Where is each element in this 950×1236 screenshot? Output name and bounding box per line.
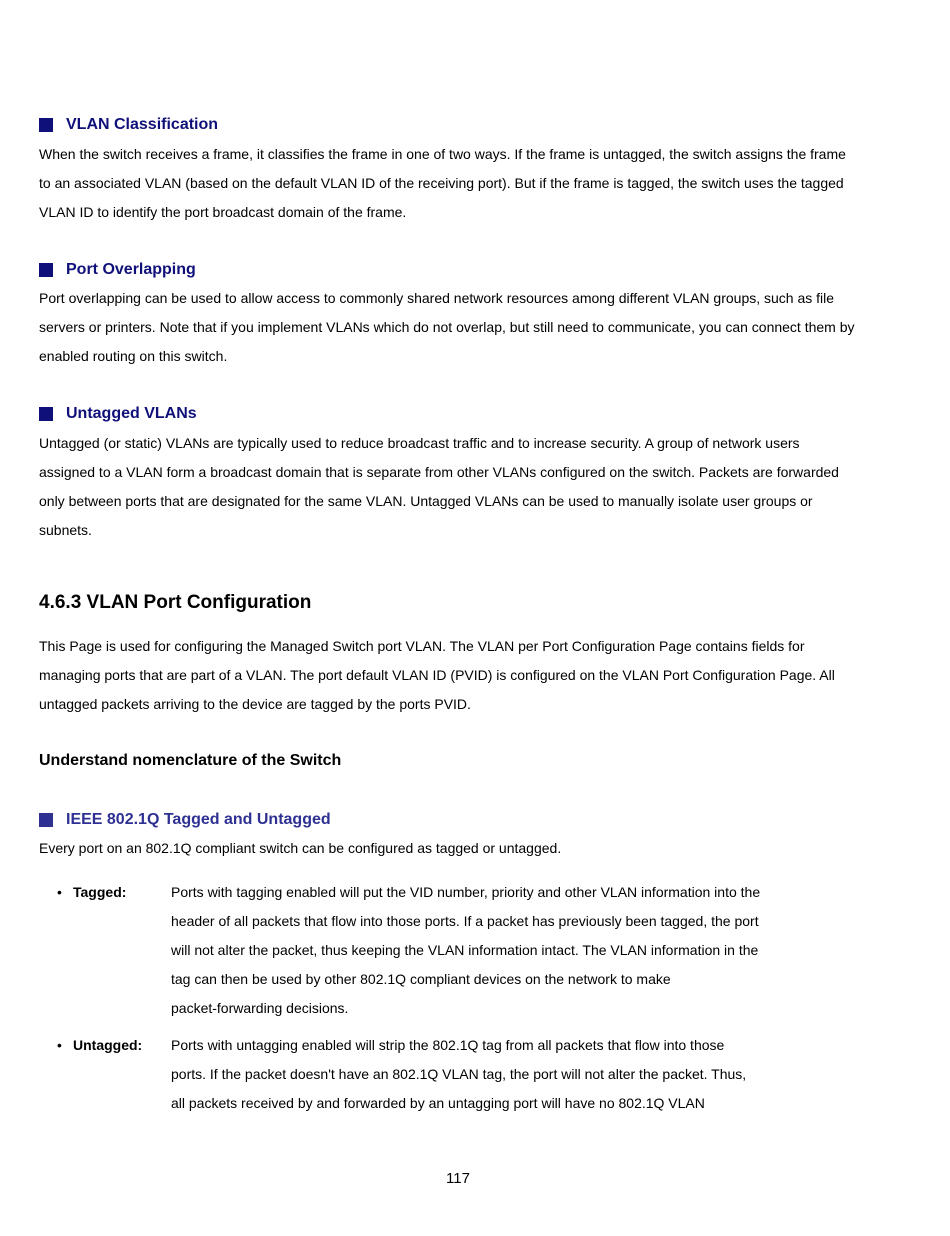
section-title: VLAN Classification <box>66 116 219 133</box>
section-heading-vlan-classification <box>39 114 218 136</box>
page-number: 117 <box>446 1170 470 1187</box>
section-heading-port-overlapping <box>39 259 196 281</box>
square-bullet-icon <box>39 407 53 421</box>
section-title: Untagged VLANs <box>66 405 197 422</box>
bullet-text: Ports with untagging enabled will strip the 802.1Q tag from all packets that flow into those ports. If the packet doesn't have an 802.1Q VLAN tag, the port will not alter the packet. Thus, all packets received by and forwarded by an untagging port will have no 802.1Q VLAN <box>171 1037 747 1111</box>
section-title: IEEE 802.1Q Tagged and Untagged <box>66 811 331 828</box>
bullet-term: Tagged: <box>73 884 127 900</box>
bullet-term: Untagged: <box>73 1037 143 1053</box>
section-body-ieee-8021q: Every port on an 802.1Q compliant switch can be configured as tagged or untagged. <box>39 840 562 856</box>
chapter-intro: This Page is used for configuring the Managed Switch port VLAN. The VLAN per Port Configuration Page contains fields for managing ports that are part of a VLAN. The port default VLAN ID (PVID) is configured on the VLAN Port Configuration Page. All untagged packets arriving to the device are tagged by the ports PVID. <box>39 638 835 712</box>
bullet-dot-icon: • <box>57 1037 62 1053</box>
section-body-untagged-vlans: Untagged (or static) VLANs are typically used to reduce broadcast traffic and to increase security. A group of network users assigned to a VLAN form a broadcast domain that is separate from other VLANs configured on the switch. Packets are forwarded only between ports that are designated for the same VLAN. Untagged VLANs can be used to manually isolate user groups or subnets. <box>39 435 839 538</box>
section-body-vlan-classification: When the switch receives a frame, it classifies the frame in one of two ways. If the frame is untagged, the switch assigns the frame to an associated VLAN (based on the default VLAN ID of the receiving port). But if the frame is tagged, the switch uses the tagged VLAN ID to identify the port broadcast domain of the frame. <box>39 146 846 220</box>
nomenclature-subheading: Understand nomenclature of the Switch <box>39 752 342 769</box>
section-title: Port Overlapping <box>66 261 196 278</box>
square-bullet-icon <box>39 118 53 132</box>
bullet-text: Ports with tagging enabled will put the VID number, priority and other VLAN information into the header of all packets that flow into those ports. If a packet has previously been tagged, the port will not alter the packet, thus keeping the VLAN information intact. The VLAN information in the tag can then be used by other 802.1Q compliant devices on the network to make packet-forwarding decisions. <box>171 884 761 1016</box>
section-body-port-overlapping: Port overlapping can be used to allow access to commonly shared network resources among different VLAN groups, such as file servers or printers. Note that if you implement VLANs which do not overlap, but still need to communicate, you can connect them by enabled routing on this switch. <box>39 290 855 364</box>
section-heading-ieee-8021q <box>39 809 331 831</box>
chapter-heading: 4.6.3 VLAN Port Configuration <box>39 592 312 613</box>
section-heading-untagged-vlans <box>39 403 197 425</box>
bullet-dot-icon: • <box>57 884 62 900</box>
square-bullet-icon <box>39 813 53 827</box>
square-bullet-icon <box>39 263 53 277</box>
